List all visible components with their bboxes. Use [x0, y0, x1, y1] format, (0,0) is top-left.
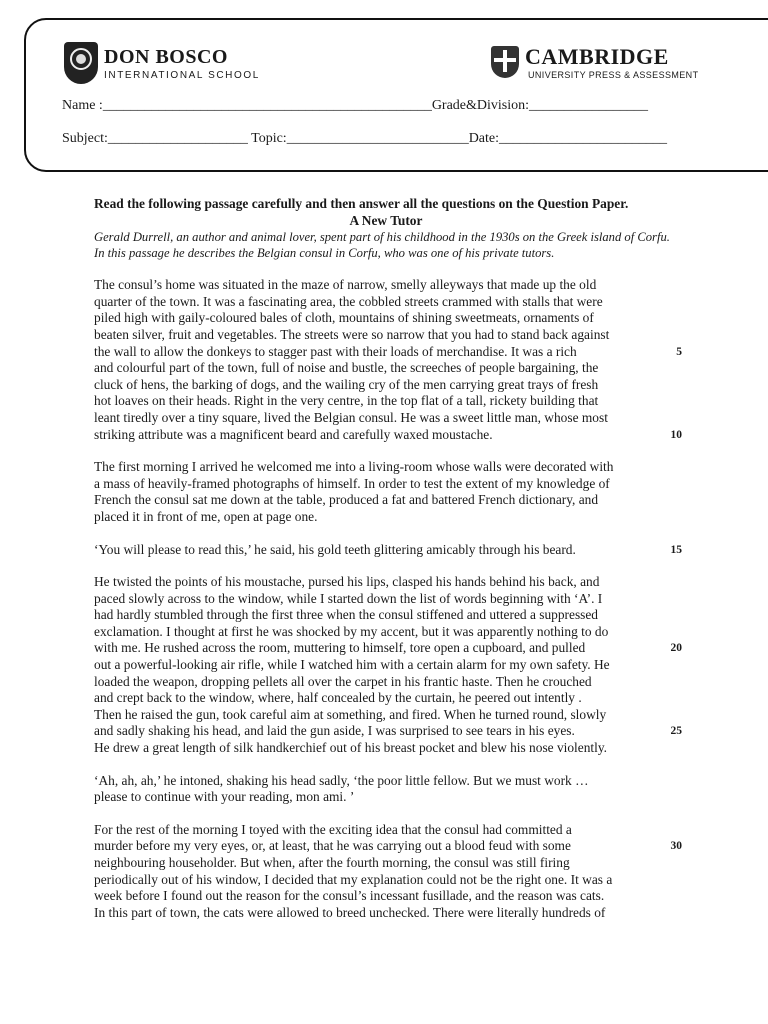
passage-line	[94, 838, 682, 855]
cambridge-name: CAMBRIDGE	[525, 44, 669, 69]
line-text: striking attribute was a magnificent beard and carefully waxed moustache.	[94, 426, 493, 442]
passage-line	[94, 607, 678, 624]
line-number: 20	[670, 642, 682, 655]
line-number: 30	[670, 840, 682, 853]
line-text: He drew a great length of silk handkerchief out of his breast pocket and blew his nose violently.	[94, 740, 608, 756]
line-text: cluck of hens, the barking of dogs, and the wailing cry of the men carrying great trays of fresh	[94, 376, 599, 392]
line-text: beaten silver, fruit and vegetables. The streets were so narrow that you had to stand back against	[94, 326, 610, 342]
passage-paragraph	[94, 541, 682, 559]
passage-line	[94, 740, 678, 757]
passage-line	[94, 888, 678, 905]
passage-line	[94, 476, 678, 493]
instruction-text: Read the following passage carefully and then answer all the questions on the Question Paper.	[94, 196, 629, 211]
line-text: and colourful part of the town, full of noise and bustle, the screeches of people bargaining, the	[94, 360, 599, 376]
passage-line	[94, 707, 678, 724]
line-text: exclamation. I thought at first he was shocked by my accent, but it was apparently nothing to do	[94, 623, 609, 639]
passage-line	[94, 789, 678, 806]
passage-line	[94, 574, 678, 591]
passage-line	[94, 591, 678, 608]
line-number: 10	[670, 428, 682, 441]
passage-line	[94, 690, 678, 707]
passage-line	[94, 855, 678, 872]
passage-line	[94, 723, 682, 740]
passage-content	[94, 196, 682, 937]
line-text: a mass of heavily-framed photographs of himself. In order to test the extent of my knowledge of	[94, 475, 610, 491]
passage-line	[94, 377, 678, 394]
passage-line	[94, 541, 682, 559]
passage-intro: Gerald Durrell, an author and animal lover, spent part of his childhood in the 1930s on the Greek island of Corfu. In this passage he describes the Belgian consul in Corfu, who was one of his private tutors.	[94, 230, 670, 261]
school-shield-icon	[64, 42, 98, 84]
line-text: neighbouring householder. But when, after the fourth morning, the consul was still firing	[94, 855, 570, 870]
cambridge-logo	[491, 44, 699, 90]
line-number: 25	[670, 725, 682, 738]
passage-paragraph	[94, 574, 682, 757]
line-text: and crept back to the window, where, half concealed by the curtain, he peered out intently .	[94, 690, 582, 706]
passage-line	[94, 640, 682, 657]
line-text: and sadly shaking his head, and laid the gun aside, I was surprised to see tears in his eyes.	[94, 723, 575, 739]
line-text: the wall to allow the donkeys to stagger past with their loads of merchandise. It was a rich	[94, 343, 577, 359]
line-text: placed it in front of me, open at page one.	[94, 508, 318, 524]
school-name: DON BOSCO	[104, 46, 228, 68]
line-text: had hardly stumbled through the first three when the consul stiffened and uttered a suppressed	[94, 607, 598, 623]
cambridge-subtitle: UNIVERSITY PRESS & ASSESSMENT	[528, 70, 699, 80]
line-text: piled high with gaily-coloured bales of cloth, mountains of shining sweetmeats, ornaments of	[94, 310, 594, 326]
line-text: hot loaves on their heads. Right in the very centre, in the top flat of a tall, rickety building that	[94, 393, 599, 409]
line-text: please to continue with your reading, mon ami. ’	[94, 789, 355, 805]
line-text: paced slowly across to the window, while I started down the list of words beginning with ‘A’. I	[94, 590, 603, 606]
passage-line	[94, 509, 678, 526]
passage-paragraph	[94, 277, 682, 443]
passage-line	[94, 343, 682, 361]
line-text: with me. He rushed across the room, muttering to himself, tore open a cupboard, and pulled	[94, 640, 586, 656]
passage-line	[94, 360, 678, 377]
school-subtitle: INTERNATIONAL SCHOOL	[104, 70, 260, 81]
line-text: The consul’s home was situated in the maze of narrow, smelly alleyways that made up the old	[94, 277, 597, 293]
line-text: ‘Ah, ah, ah,’ he intoned, shaking his head sadly, ‘the poor little fellow. But we must work …	[94, 772, 589, 788]
passage-line	[94, 294, 678, 311]
passage-line	[94, 410, 678, 427]
line-text: out a powerful-looking air rifle, while I watched him with a certain alarm for my own safety. He	[94, 657, 610, 673]
name-grade-row: Name :_______________________________________________Grade&Division:_________________	[62, 98, 649, 113]
passage-paragraph	[94, 773, 678, 806]
passage-line	[94, 327, 678, 344]
line-text: murder before my very eyes, or, at least, that he was carrying out a blood feud with some	[94, 838, 571, 854]
passage-title: A New Tutor	[349, 212, 423, 228]
line-text: leant tiredly over a tiny square, lived the Belgian consul. He was a sweet little man, whose most	[94, 409, 608, 425]
line-number: 15	[670, 543, 682, 556]
passage-line	[94, 872, 678, 889]
passage-line	[94, 426, 682, 444]
don-bosco-logo	[64, 42, 260, 92]
passage-line	[94, 277, 678, 294]
passage-line	[94, 393, 678, 410]
passage-line	[94, 459, 678, 476]
passage-line	[94, 773, 678, 790]
cambridge-crest-icon	[491, 46, 519, 78]
line-number: 5	[676, 345, 682, 358]
line-text: For the rest of the morning I toyed with the exciting idea that the consul had committed a	[94, 821, 572, 837]
line-text: loaded the weapon, dropping pellets all over the carpet in his frantic haste. Then he crouched	[94, 673, 592, 689]
passage-paragraph	[94, 821, 682, 922]
passage-paragraph	[94, 459, 678, 525]
line-text: He twisted the points of his moustache, pursed his lips, clasped his hands behind his back, and	[94, 574, 600, 590]
line-text: In this part of town, the cats were allowed to breed unchecked. There were literally hundreds of	[94, 904, 606, 920]
subject-topic-date-row: Subject:____________________ Topic:__________________________Date:________________________	[62, 131, 668, 146]
passage-line	[94, 310, 678, 327]
line-text: French the consul sat me down at the table, produced a fat and battered French dictionary, and	[94, 492, 599, 508]
passage-line	[94, 822, 678, 839]
line-text: ‘You will please to read this,’ he said, his gold teeth glittering amicably through his beard.	[94, 541, 576, 557]
line-text: Then he raised the gun, took careful aim at something, and fired. When he turned round, slowly	[94, 706, 607, 722]
passage-body	[94, 277, 682, 921]
passage-line	[94, 674, 678, 691]
passage-line	[94, 624, 678, 641]
line-text: The first morning I arrived he welcomed me into a living-room whose walls were decorated with	[94, 459, 614, 475]
passage-line	[94, 657, 678, 674]
passage-line	[94, 905, 678, 922]
line-text: week before I found out the reason for the consul’s incessant fusillade, and the reason was cats.	[94, 888, 605, 904]
line-text: quarter of the town. It was a fascinating area, the cobbled streets crammed with stalls that were	[94, 293, 603, 309]
passage-line	[94, 492, 678, 509]
line-text: periodically out of his window, I decided that my explanation could not be the right one. It was a	[94, 871, 613, 887]
